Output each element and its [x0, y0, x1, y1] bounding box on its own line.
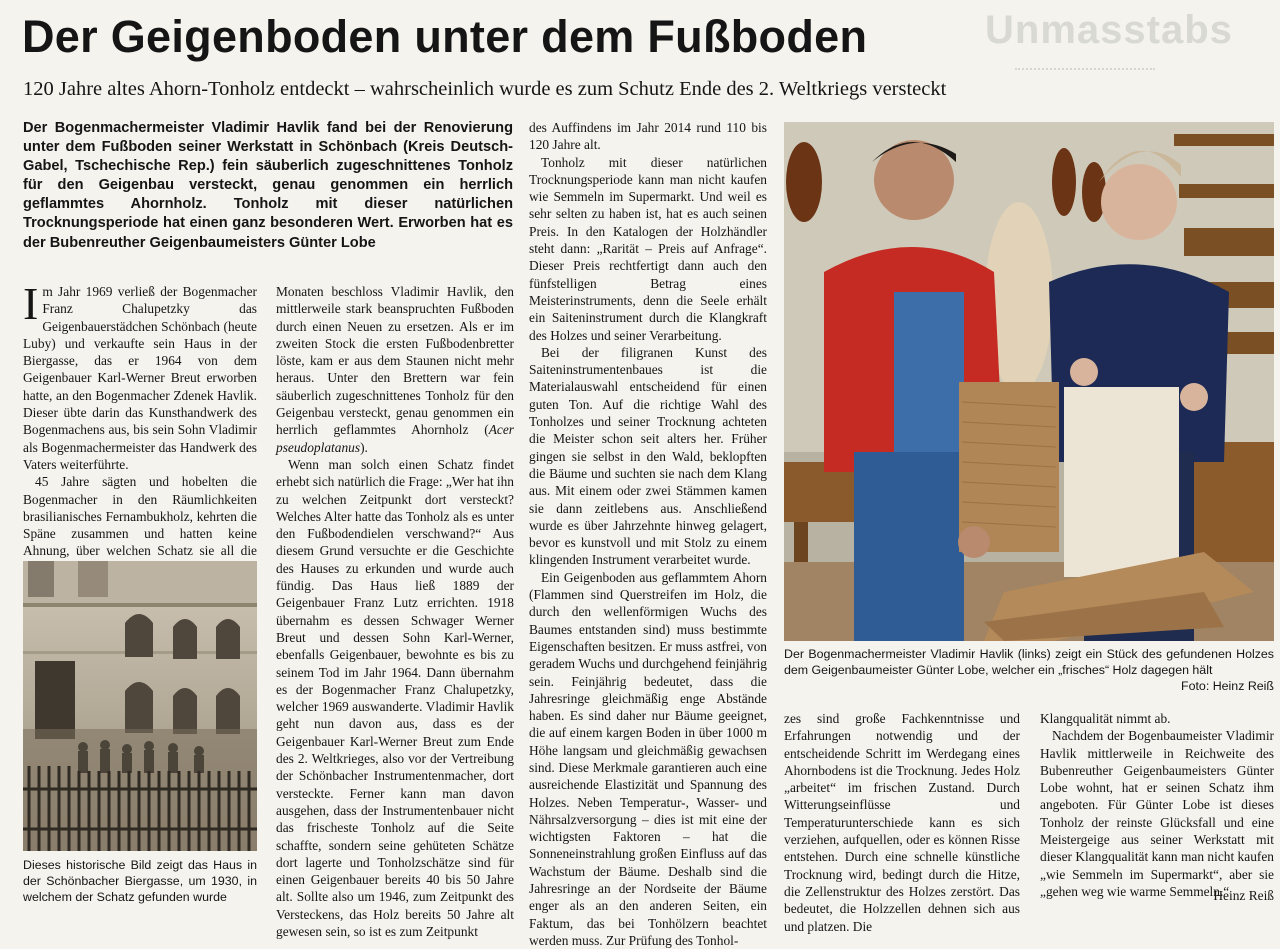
- historic-house-photo: [23, 561, 257, 851]
- headline: Der Geigenboden unter dem Fußboden: [22, 11, 868, 62]
- paragraph: 45 Jahre sägten und hobelten die Bogenmacher in den Räumlichkeiten brasilianisches Fernambukholz, kehrten die Späne zusammen und hatten keine Ahnung, über welchen Schatz sie all die: [23, 474, 257, 559]
- paragraph: Monaten beschloss Vladimir Havlik, den mittlerweile stark beanspruchten Fußboden durch einen Neuen zu ersetzen. Als er im zweiten Stock die ersten Fußbodenbretter löste, kam er aus dem Staunen nicht mehr heraus. Unter den Brettern war fein säuberlich zugeschnittenes Tonholz für den Geigenbau versteckt, genau genommen ein herrlich geflammtes Ahornholz (Acer pseudoplatanus).: [276, 284, 514, 455]
- paragraph: Nachdem der Bogenbaumeister Vladimir Havlik mittlerweile in Reichweite des Bubenreuther Geigenbaumeisters Günter Lobe wohnt, hat er seinen Schatz ihm angeboten. Für Günter Lobe ist dieses Tonholz der reinste Glücksfall und eine Meistergeige aus seiner Werkstatt mit dieser Klangqualität kann man nicht kaufen „wie Semmeln im Supermarkt“, aber sie „gehen weg wie warme Semmeln.“: [1040, 728, 1274, 899]
- historic-house-image: [23, 561, 257, 851]
- paragraph: Klangqualität nimmt ab.: [1040, 711, 1171, 726]
- neighbor-headline-fragment: Unmasstabs: [985, 8, 1233, 52]
- workshop-photo-caption: Der Bogenmachermeister Vladimir Havlik (links) zeigt ein Stück des gefundenen Holzes dem Geigenbaumeister Günter Lobe, welcher ein „frisches“ Holz dagegen hält Foto: Heinz Reiß: [784, 647, 1274, 694]
- paragraph: Ein Geigenboden aus geflammtem Ahorn (Flammen sind Querstreifen im Holz, die durch den wellenförmigen Wuchs des Baumes entstanden sind) muss bestimmte Eigenschaften besitzen. Er muss astfrei, von geradem Wuchs und durchgehend feinjährig sein. Feinjährig bedeutet, dass die Jahresringe gleichmäßig enge Abstände haben. Es sind daher nur Bäume geeignet, die auf einem kargen Boden in über 1000 m Höhe langsam und gleichmäßig gewachsen sind. Diese Merkmale garantieren auch eine ausreichende Elastizität und Spannung des Holzes. Neben Temperatur-, Wasser- und Nährsalzversorgung – dies ist mit eine der wichtigsten Faktoren – hat die Sonneneinstrahlung großen Einfluss auf das Wachstum der Bäume. Deshalb sind die Jahresringe an der Nordseite der Bäume enger als an den anderen Seiten, ein Faktum, das bei Tonhölzern beachtet werden muss. Zur Prüfung des Tonhol-: [529, 569, 767, 948]
- paragraph: des Auffindens im Jahr 2014 rund 110 bis 120 Jahre alt.: [529, 120, 767, 153]
- paragraph: Bei der filigranen Kunst des Saiteninstrumentenbaues ist die Materialauswahl entscheidend für einen guten Ton. Auf die richtige Wahl des Tonholzes und seiner Trocknung achteten die Meister schon seit alters her. Früher gingen sie selbst in den Wald, beklopften die Bäume und suchten sie nach dem Klang aus. Mit einem oder zwei Stämmen kamen sie dann zeitlebens aus. Anschließend wurde es über Jahrzehnte hinweg gelagert, bevor es kunstvoll und mit Stolz zu einem klingenden Instrument verarbeitet wurde.: [529, 344, 767, 568]
- column-3: [529, 119, 767, 949]
- workshop-photo: [784, 122, 1274, 641]
- column-4: [784, 710, 1020, 935]
- paragraph: Im Jahr 1969 verließ der Bogenmacher Franz Chalupetzky das Geigenbauerstädchen Schönbach (heute Luby) und verkaufte sein Haus in der Biergasse, das er 1964 von dem Geigenbauer Karl-Werner Breut erworben hatte, an den Bogenmacher Zdenek Havlik. Dieser übte darin das Kunsthandwerk des Bogenmachens aus, bis sein Sohn Vladimir als Bogenmachermeister das Handwerk des Vaters weiterführte.: [23, 278, 257, 472]
- paragraph: Tonholz mit dieser natürlichen Trocknungsperiode kann man nicht kaufen wie Semmeln im Supermarkt. Und weil es sehr selten zu haben ist, hat es auch seinen Preis. In den Katalogen der Holzhändler steht dann: „Rarität – Preis auf Anfrage“. Dieser Preis rechtfertigt dann auch den fünfstelligen Betrag eines Meisterinstruments, denn die Seele erhält ein Saiteninstrument durch die Klangkraft des Holzes und seiner Verarbeitung.: [529, 154, 767, 343]
- drop-cap: I: [23, 278, 39, 329]
- author-signature: Heinz Reiß: [1213, 888, 1274, 903]
- paragraph: zes sind große Fachkenntnisse und Erfahrungen notwendig und der entscheidende Schritt im Werdegang eines Ahornbodens ist die Trocknung. Jedes Holz „arbeitet“ im frischen Zustand. Durch Witterungseinflüsse und Temperaturunterschiede kann es sich verziehen, aufquellen, oder es können Risse entstehen. Durch eine schnelle künstliche Trocknung wird, bedingt durch die Hitze, die Zellenstruktur des Holzes zerstört. Das bedeutet, die Holzzellen dehnen sich aus und platzen. Die: [784, 711, 1020, 934]
- paragraph: Wenn man solch einen Schatz findet erhebt sich natürlich die Frage: „Wer hat ihn zu welchen Zeitpunkt dort versteckt? Welches Alter hatte das Tonholz als es unter den Fußbodendielen verschwand?“ Aus diesem Grund versuchte er die Geschichte des Hauses zu erkunden und wurde auch fündig. Das Haus ließ 1889 der Geigenbauer Franz Lutz errichten. 1918 übernahm es dessen Schwager Werner Breut und dessen Sohn Karl-Werner, ebenfalls Geigenbauer, bewohnte es bis zu seinem Tod im Jahr 1964. Dann übernahm es der Bogenmacher Franz Chalupetzky, welcher 1969 auswanderte. Vladimir Havlik geht nun davon aus, dass es der Geigenbauer Karl-Werner Breut zum Ende des 2. Weltkrieges, also vor der Vertreibung der Schönbacher Instrumentenmacher, dort versteckte. Ferner kann man davon ausgehen, dass der Instrumentenbauer nicht das frischeste Tonholz auf die Seite schaffte, sondern seine gehüteten Schätze dort lagerte und Tonholzschätze sind für einen Geigenbauer bereits 40 bis 50 Jahre alt. Sollte also um 1946, zum Zeitpunkt des Versteckens, das Holz bereits 50 Jahre alt gewesen sein, so ist es zum Zeitpunkt: [276, 456, 515, 939]
- photo-credit: Foto: Heinz Reiß: [1181, 679, 1274, 694]
- lead-paragraph: Der Bogenmachermeister Vladimir Havlik fand bei der Renovierung unter dem Fußboden seiner Werkstatt in Schönbach (Kreis Deutsch-Gabel, Tschechische Rep.) fein säuberlich zugeschnittenes Tonholz für den Geigenbau versteckt, genau genommen ein herrlich geflammtes Ahornholz. Tonholz mit dieser natürlichen Trocknungsperiode hat einen ganz besonderen Wert. Erworben hat es der Bubenreuther Geigenbaumeisters Günter Lobe: [23, 120, 513, 251]
- subheadline: 120 Jahre altes Ahorn-Tonholz entdeckt – wahrscheinlich wurde es zum Schutz Ende des 2. Weltkriegs versteckt: [23, 78, 947, 100]
- historic-photo-caption: Dieses historische Bild zeigt das Haus in der Schönbacher Biergasse, um 1930, in welchem der Schatz gefunden wurde: [23, 858, 257, 905]
- column-2: [276, 283, 514, 940]
- workshop-image: [784, 122, 1274, 641]
- column-1: [23, 278, 257, 577]
- column-5: [1040, 710, 1274, 900]
- neighbor-subline-divider: [1015, 68, 1155, 80]
